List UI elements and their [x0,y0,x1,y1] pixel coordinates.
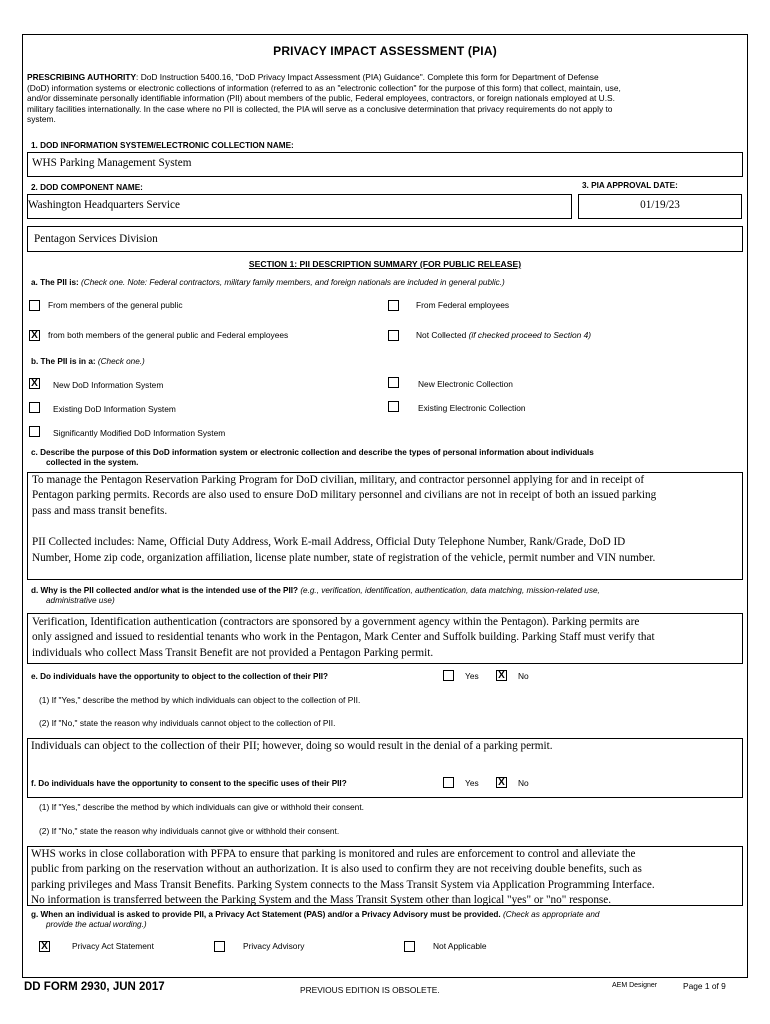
option-existing-electronic-collection: Existing Electronic Collection [418,403,526,413]
consent-reason-textarea[interactable] [27,846,743,906]
checkbox-object-no[interactable]: X [496,670,507,681]
approval-date-value: 01/19/23 [640,199,680,211]
purpose-line: pass and mass transit benefits. [32,504,168,517]
option-privacy-advisory: Privacy Advisory [243,941,305,951]
qd-label-text: d. Why is the PII collected and/or what is the intended use of the PII? [31,586,299,595]
qd-note: (e.g., verification, identification, authentication, data matching, mission-related use, [298,586,600,595]
qa-label-text: a. The PII is: [31,278,79,287]
page-number: Page 1 of 9 [683,981,726,991]
qb-label-text: b. The PII is in a: [31,357,96,366]
checkbox-not-collected[interactable] [388,330,399,341]
component-subname-field[interactable] [27,226,743,252]
option-federal-employees: From Federal employees [416,300,510,310]
checkbox-consent-yes[interactable] [443,777,454,788]
checkbox-modified-dod-system[interactable] [29,426,40,437]
checkbox-privacy-act-statement[interactable]: X [39,941,50,952]
checkbox-both[interactable]: X [29,330,40,341]
field2-label: 2. DOD COMPONENT NAME: [31,183,143,192]
qg-note: provide the actual wording.) [46,920,147,929]
option-new-electronic-collection: New Electronic Collection [418,379,513,389]
form-title: PRIVACY IMPACT ASSESSMENT (PIA) [273,44,497,58]
option-not-collected [416,330,591,340]
prescribing-authority [27,72,743,125]
object-reason-line: Individuals can object to the collection of their PII; however, doing so would result in the denial of a parking permit. [31,740,553,752]
intended-use-line: Verification, Identification authentication (contractors are sponsored by a government agency within the Pentagon). Parking permits are [32,616,640,628]
authority-line: military facilities internationally. In the case where no PII is collected, the PIA will serve as a conclusive determination that privacy requirements do not apply to [27,103,613,114]
component-name-value: Washington Headquarters Service [28,199,180,211]
qg-label [31,910,599,930]
qa-label [31,278,505,287]
qa-note: (Check one. Note: Federal contractors, military family members, and foreign nationals are included in general public.) [78,278,505,287]
qc-label-line: c. Describe the purpose of this DoD information system or electronic collection and describe the types of personal information about individuals [31,448,594,457]
qf-sub2: (2) If "No," state the reason why individuals cannot give or withhold their consent. [39,826,340,836]
checkbox-general-public[interactable] [29,300,40,311]
checkbox-new-dod-system[interactable]: X [29,378,40,389]
option-consent-no: No [518,778,529,788]
intended-use-line: only assigned and issued to residential tenants who work in the Pentagon, Mark Center and Suffolk building. Parking Staff must verify that [32,631,655,644]
consent-reason-line: No information is transferred between the Parking System and the Mass Transit System other than logical "yes" or "no" response. [31,894,612,907]
qd-label [31,586,600,606]
checkbox-existing-dod-system[interactable] [29,402,40,413]
purpose-line: PII Collected includes: Name, Official Duty Address, Work E-mail Address, Official Duty Telephone Number, Rank/Grade, DoD ID [32,536,626,549]
obsolete-notice: PREVIOUS EDITION IS OBSOLETE. [300,985,440,995]
purpose-line: Number, Home zip code, organization affiliation, license plate number, state of registration of the vehicle, permit number and VIN number. [32,551,656,564]
intended-use-textarea[interactable] [27,613,743,664]
system-name-value: WHS Parking Management System [32,157,192,169]
qf-sub1: (1) If "Yes," describe the method by which individuals can give or withhold their consent. [39,802,364,812]
purpose-line: To manage the Pentagon Reservation Parking Program for DoD civilian, military, and contractor personnel applying for and in receipt of [32,474,645,486]
option-not-collected-note: (if checked proceed to Section 4) [466,330,592,340]
qc-label-line: collected in the system. [46,458,139,467]
qe-sub2: (2) If "No," state the reason why individuals cannot object to the collection of PII. [39,718,336,728]
intended-use-line: individuals who collect Mass Transit Benefit are not provided a Pentagon Parking permit. [32,646,434,659]
approval-date-field[interactable] [578,194,742,219]
authority-line: : DoD Instruction 5400.16, "DoD Privacy Impact Assessment (PIA) Guidance". Complete this form for Department of Defense [136,72,599,82]
checkbox-existing-electronic-collection[interactable] [388,401,399,412]
qb-label [31,357,145,366]
checkbox-federal-employees[interactable] [388,300,399,311]
field3-label: 3. PIA APPROVAL DATE: [582,181,678,190]
option-object-yes: Yes [465,671,479,681]
qg-label-text: g. When an individual is asked to provide PII, a Privacy Act Statement (PAS) and/or a Privacy Advisory must be provided. [31,910,501,919]
option-existing-dod-system: Existing DoD Information System [53,404,176,414]
section1-heading: SECTION 1: PII DESCRIPTION SUMMARY (FOR PUBLIC RELEASE) [248,259,522,269]
option-both: from both members of the general public and Federal employees [48,330,289,340]
consent-reason-line: parking privileges and Mass Transit Benefits. Parking System connects to the Mass Transit System via Application Programming Interface. [31,878,655,891]
option-new-dod-system: New DoD Information System [53,380,164,390]
qe-sub1: (1) If "Yes," describe the method by which individuals can object to the collection of PII. [39,695,361,705]
authority-line: system. [27,114,56,125]
option-object-no: No [518,671,529,681]
component-subname-value: Pentagon Services Division [34,233,158,245]
checkbox-object-yes[interactable] [443,670,454,681]
option-not-collected-text: Not Collected [416,330,467,340]
object-reason-textarea[interactable] [27,738,743,798]
qe-label: e. Do individuals have the opportunity to object to the collection of their PII? [31,672,329,681]
qf-label: f. Do individuals have the opportunity to consent to the specific uses of their PII? [31,779,347,788]
aem-designer-label: AEM Designer [612,982,658,989]
qc-label [31,448,594,468]
authority-label: PRESCRIBING AUTHORITY [27,72,137,82]
qd-note: administrative use) [46,596,115,605]
component-name-field[interactable] [27,194,572,219]
qg-note: (Check as appropriate and [500,910,600,919]
option-modified-dod-system: Significantly Modified DoD Information System [53,428,226,438]
option-privacy-act-statement: Privacy Act Statement [72,941,154,951]
purpose-line: Pentagon parking permits. Records are also used to ensure DoD military personnel and civilians are not in receipt of both an issued parking [32,489,657,502]
authority-line: and/or disseminate personally identifiable information (PII) about members of the public, Federal employees, contractors, or foreign nationals employed at U.S. [27,93,615,104]
checkbox-consent-no[interactable]: X [496,777,507,788]
option-consent-yes: Yes [465,778,479,788]
consent-reason-line: WHS works in close collaboration with PFPA to ensure that parking is monitored and rules are enforcement to control and alleviate the [31,848,636,860]
field1-label: 1. DOD INFORMATION SYSTEM/ELECTRONIC COLLECTION NAME: [31,141,294,150]
checkbox-new-electronic-collection[interactable] [388,377,399,388]
checkbox-privacy-advisory[interactable] [214,941,225,952]
option-not-applicable: Not Applicable [433,941,487,951]
qb-note: (Check one.) [95,357,145,366]
purpose-textarea[interactable] [27,472,743,580]
checkbox-not-applicable[interactable] [404,941,415,952]
option-general-public: From members of the general public [48,300,183,310]
authority-line: (DoD) information systems or electronic collections of information (referred to as an "electronic collection" for the purpose of this form) that collect, maintain, use, [27,82,621,93]
system-name-field[interactable] [27,152,743,177]
form-number: DD FORM 2930, JUN 2017 [24,981,165,993]
consent-reason-line: public from parking on the reservation without an authorization. It is also used to confirm they are not receiving double benefits, such as [31,863,642,876]
